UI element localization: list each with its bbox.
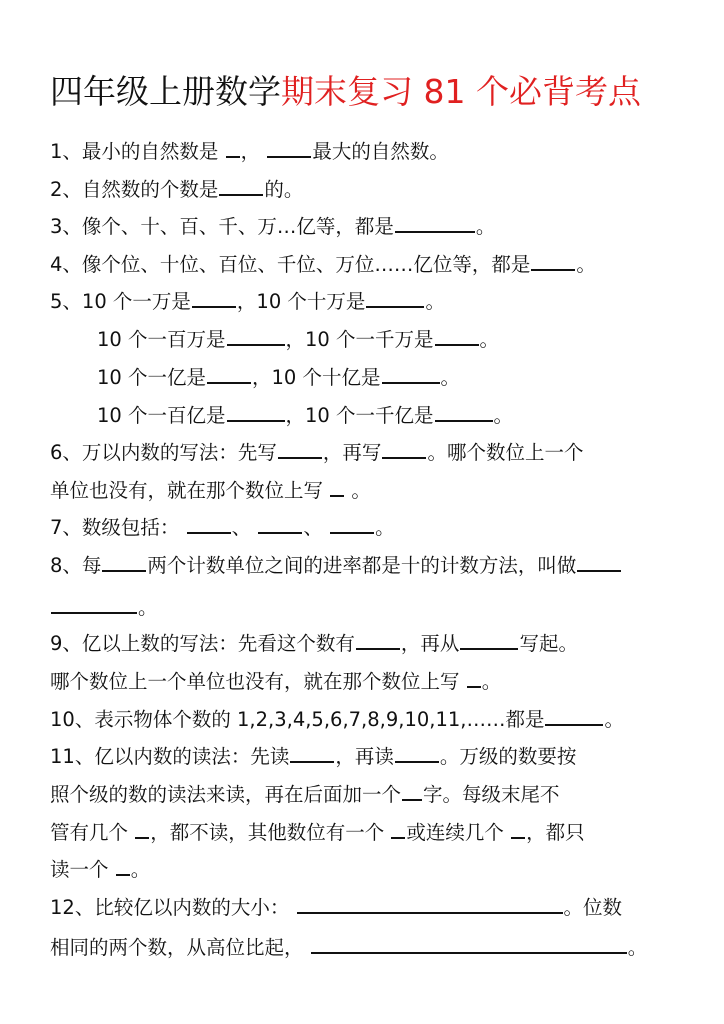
text: 单位也没有，就在那个数位上写 xyxy=(50,479,330,502)
text: 。位数 xyxy=(563,896,623,919)
title-black: 四年级上册数学 xyxy=(50,72,281,111)
blank xyxy=(278,437,322,459)
item-11-d xyxy=(50,854,150,884)
text: 8、每 xyxy=(50,554,102,577)
text: ，再写 xyxy=(322,441,382,464)
text: 的。 xyxy=(264,178,304,201)
text: 9、亿以上数的写法：先看这个数有 xyxy=(50,632,355,655)
blank xyxy=(435,324,479,346)
item-11-b xyxy=(50,779,560,809)
item-8 xyxy=(50,550,622,580)
item-8-b xyxy=(50,592,158,622)
blank xyxy=(207,362,251,384)
text: ，都只 xyxy=(526,821,585,844)
blank xyxy=(382,362,440,384)
blank xyxy=(187,512,231,534)
text: 。 xyxy=(130,858,151,881)
blank xyxy=(227,324,285,346)
item-5-d xyxy=(97,400,513,430)
text: 7、数级包括： xyxy=(50,516,180,539)
text: 。哪个数位上一个 xyxy=(427,441,584,464)
blank xyxy=(227,400,285,422)
text: 。 xyxy=(475,215,496,238)
text: 、 xyxy=(231,516,252,539)
text: 10 个一百万是 xyxy=(97,328,226,351)
text: ，再从 xyxy=(400,632,460,655)
text: 字。每级末尾不 xyxy=(423,783,560,806)
text: 12、比较亿以内数的大小： xyxy=(50,896,290,919)
text: 最大的自然数。 xyxy=(312,140,449,163)
blank xyxy=(395,211,475,233)
blank xyxy=(366,286,424,308)
text: 10 个一百亿是 xyxy=(97,404,226,427)
text: 6、万以内数的写法：先写 xyxy=(50,441,277,464)
blank xyxy=(545,704,603,726)
blank xyxy=(297,892,563,914)
text: 。 xyxy=(627,936,648,959)
item-7 xyxy=(50,512,395,542)
text: 3、像个、十、百、千、万…亿等，都是 xyxy=(50,215,394,238)
text: 相同的两个数，从高位比起， xyxy=(50,936,304,959)
text: 10、表示物体个数的 1,2,3,4,5,6,7,8,9,10,11,……都是 xyxy=(50,708,545,731)
text: 两个计数单位之间的进率都是十的计数方法，叫做 xyxy=(147,554,577,577)
item-5-b xyxy=(97,324,499,354)
text: 、 xyxy=(303,516,323,539)
text: 写起。 xyxy=(519,632,578,655)
text: 或连续几个 xyxy=(406,821,511,844)
blank xyxy=(511,817,525,839)
blank xyxy=(382,437,426,459)
blank xyxy=(395,741,439,763)
item-12-b xyxy=(50,932,647,962)
text: 读一个 xyxy=(50,858,115,881)
text: ，都不读，其他数位有一个 xyxy=(150,821,391,844)
item-10 xyxy=(50,704,624,734)
page-title xyxy=(50,70,641,114)
text: ，10 个一千亿是 xyxy=(285,404,434,427)
blank xyxy=(290,741,334,763)
text: 。 xyxy=(604,708,624,731)
text: 。 xyxy=(440,366,461,389)
text: 。 xyxy=(425,290,445,313)
blank xyxy=(330,475,344,497)
item-6 xyxy=(50,437,583,467)
text: 10 个一亿是 xyxy=(97,366,207,389)
item-5-c xyxy=(97,362,460,392)
blank xyxy=(267,136,311,158)
blank xyxy=(467,666,481,688)
blank xyxy=(51,592,137,614)
item-3 xyxy=(50,211,495,241)
blank xyxy=(531,249,575,271)
blank xyxy=(116,854,130,876)
blank xyxy=(402,779,422,801)
text: 5、10 个一万是 xyxy=(50,290,191,313)
text: 。 xyxy=(493,404,514,427)
item-9 xyxy=(50,628,578,658)
item-11-c xyxy=(50,817,585,847)
text: 1、最小的自然数是 xyxy=(50,140,225,163)
text: 。 xyxy=(138,596,158,619)
blank xyxy=(219,174,263,196)
blank xyxy=(311,932,627,954)
item-2 xyxy=(50,174,303,204)
text: 管有几个 xyxy=(50,821,135,844)
item-12 xyxy=(50,892,622,922)
text: 4、像个位、十位、百位、千位、万位……亿位等，都是 xyxy=(50,253,531,276)
item-11 xyxy=(50,741,576,771)
blank xyxy=(391,817,405,839)
text: ，10 个十亿是 xyxy=(252,366,381,389)
blank xyxy=(435,400,493,422)
item-5 xyxy=(50,286,445,316)
text: 哪个数位上一个单位也没有，就在那个数位上写 xyxy=(50,670,466,693)
title-red: 期末复习 81 个必背考点 xyxy=(281,72,641,111)
text: 2、自然数的个数是 xyxy=(50,178,219,201)
text: 。 xyxy=(479,328,500,351)
blank xyxy=(577,550,621,572)
text: 。 xyxy=(481,670,502,693)
text: ，再读 xyxy=(335,745,394,768)
blank xyxy=(226,136,240,158)
blank xyxy=(460,628,518,650)
text: 。 xyxy=(345,479,371,502)
text: ， xyxy=(240,140,261,163)
blank xyxy=(135,817,149,839)
text: 。 xyxy=(375,516,395,539)
item-1 xyxy=(50,136,449,166)
text: 11、亿以内数的读法：先读 xyxy=(50,745,290,768)
blank xyxy=(192,286,236,308)
item-6-b xyxy=(50,475,371,505)
blank xyxy=(102,550,146,572)
blank xyxy=(258,512,302,534)
text: 。 xyxy=(576,253,596,276)
text: ，10 个十万是 xyxy=(236,290,366,313)
item-9-b xyxy=(50,666,501,696)
text: 照个级的数的读法来读，再在后面加一个 xyxy=(50,783,402,806)
blank xyxy=(356,628,400,650)
item-4 xyxy=(50,249,596,279)
text: ，10 个一千万是 xyxy=(285,328,434,351)
blank xyxy=(330,512,374,534)
text: 。万级的数要按 xyxy=(439,745,577,768)
